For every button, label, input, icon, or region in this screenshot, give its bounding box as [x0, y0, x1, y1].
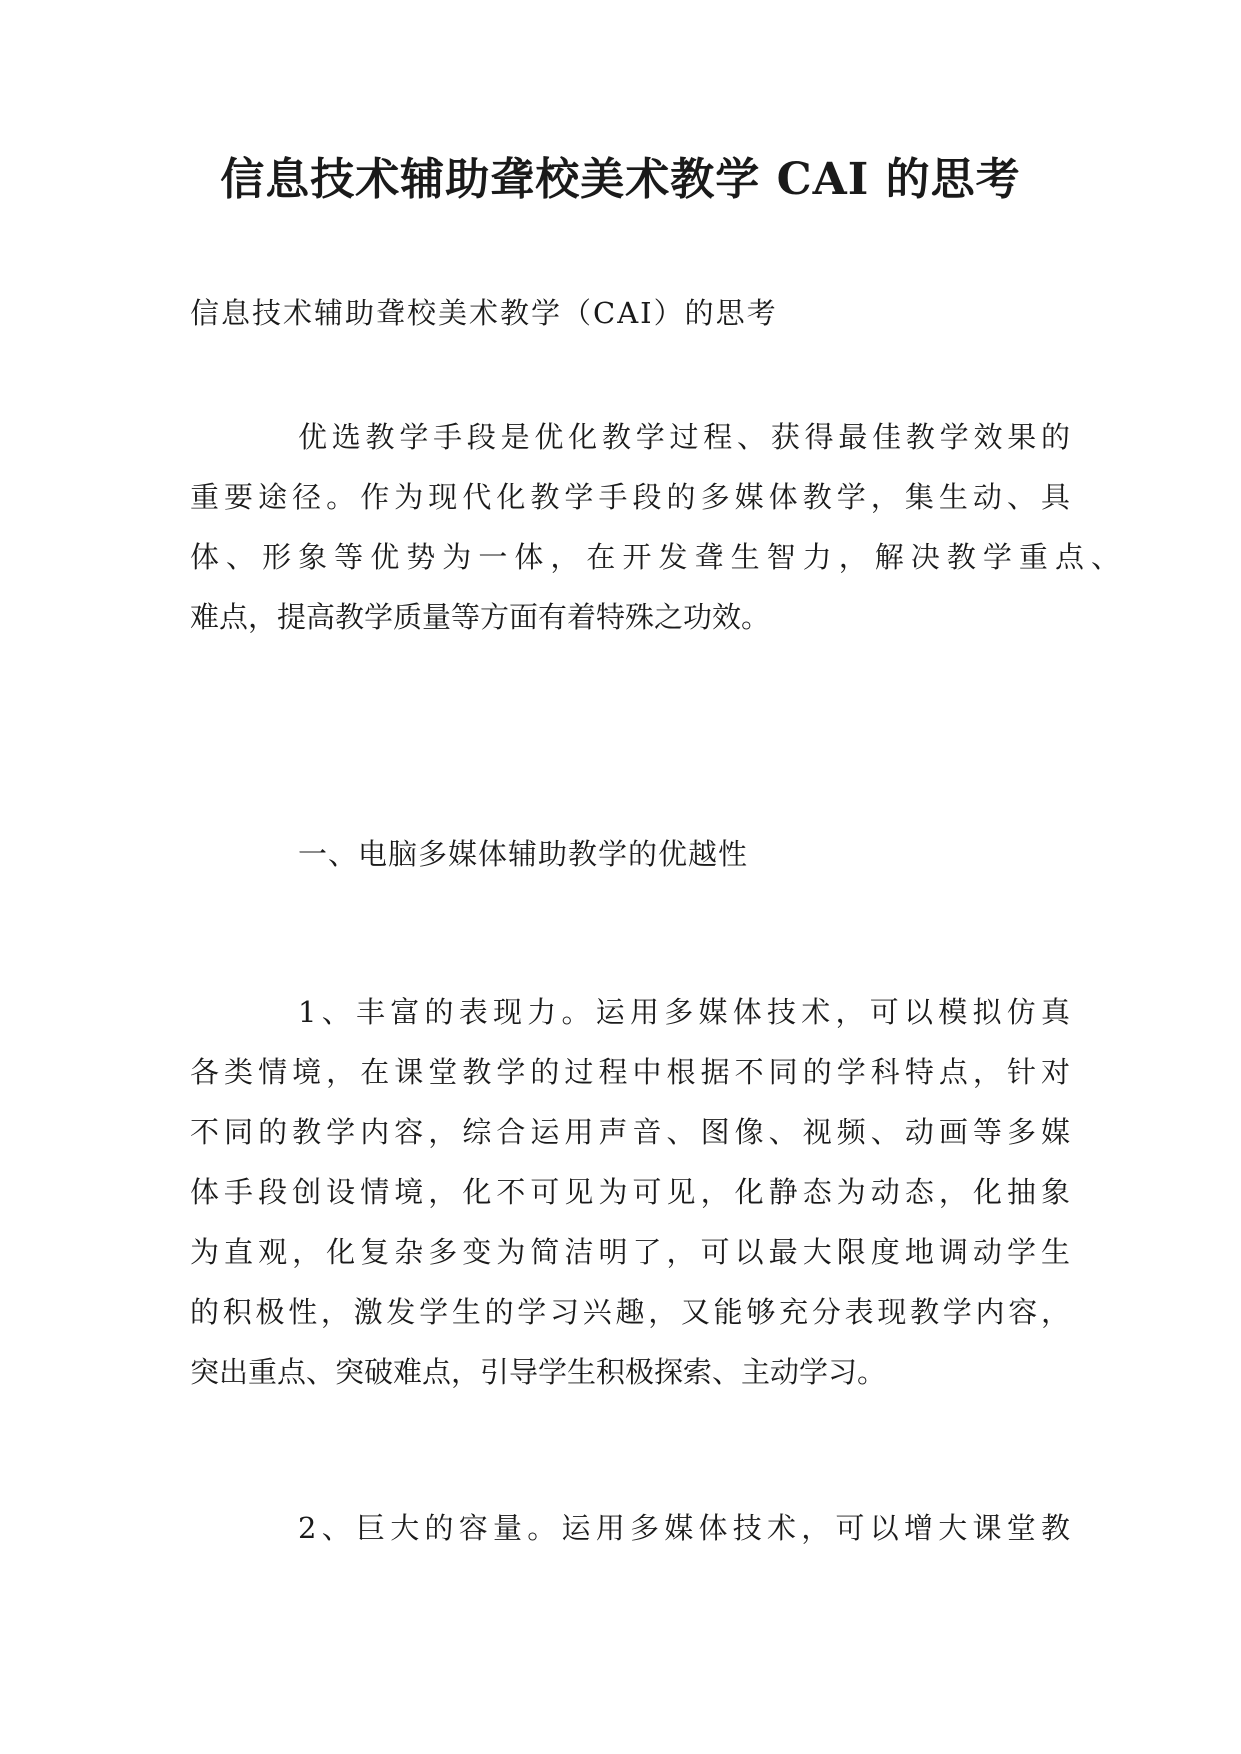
paragraph-line: 为直观，化复杂多变为简洁明了，可以最大限度地调动学生	[190, 1235, 1070, 1269]
paragraph-line: 难点，提高教学质量等方面有着特殊之功效。	[190, 600, 771, 634]
paragraph-line: 2、巨大的容量。运用多媒体技术，可以增大课堂教	[298, 1511, 1070, 1545]
paragraph-line: 重要途径。作为现代化教学手段的多媒体教学，集生动、具	[190, 480, 1070, 514]
document-subtitle: 信息技术辅助聋校美术教学（CAI）的思考	[190, 296, 778, 330]
paragraph-line: 体、形象等优势为一体，在开发聋生智力，解决教学重点、	[190, 540, 1120, 574]
document-title: 信息技术辅助聋校美术教学 CAI 的思考	[220, 154, 1021, 205]
paragraph-line: 突出重点、突破难点，引导学生积极探索、主动学习。	[190, 1355, 887, 1389]
paragraph-line: 的积极性，激发学生的学习兴趣，又能够充分表现教学内容，	[190, 1295, 1070, 1329]
paragraph-line: 不同的教学内容，综合运用声音、图像、视频、动画等多媒	[190, 1115, 1070, 1149]
paragraph-line: 优选教学手段是优化教学过程、获得最佳教学效果的	[298, 420, 1070, 454]
paragraph-line: 各类情境，在课堂教学的过程中根据不同的学科特点，针对	[190, 1055, 1070, 1089]
section-heading: 一、电脑多媒体辅助教学的优越性	[298, 837, 749, 871]
intro-paragraph	[190, 407, 1120, 647]
body-paragraph-2	[190, 1498, 1070, 1558]
paragraph-line: 体手段创设情境，化不可见为可见，化静态为动态，化抽象	[190, 1175, 1070, 1209]
paragraph-line: 1、丰富的表现力。运用多媒体技术，可以模拟仿真	[298, 995, 1070, 1029]
body-paragraph-1	[190, 982, 1070, 1402]
